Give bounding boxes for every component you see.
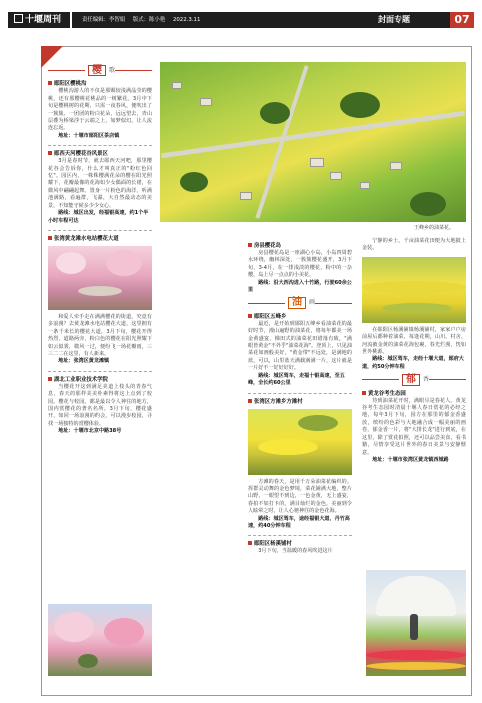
cherry-avenue-photo (48, 246, 152, 310)
spot-title: 郧西天河樱花谷风景区 (48, 150, 152, 158)
paper-logo (8, 12, 72, 28)
divider (48, 371, 152, 372)
spot-address: 路线：城区驾车，途经福银大道、丹竹高速，约40分钟车程 (248, 515, 350, 529)
spot-body: 方滩的春天，是用千万朵油菜花编织的。挥群灵动舞的金色梦境，菜花铺满大地，整片山野，一眼望不到边，一色金黄，无上盛宴，春拍不如打卡的，满目灿烂的金色，美丽到令人眩晕之时，让人心驰神往的金色花海。 (248, 478, 352, 515)
campus-cherry-photo (48, 604, 152, 676)
right-column (362, 238, 466, 464)
spot-body: 樱桃沟游人的不仅是那赐较浅满晶莹的樱桃，还有那樱桃花桃品的一树繁花。3月中下旬是樱桃树的花期，只需一夜春风，便吹出了一簇簇、一团团的粉白花朵，远远望去，青山层叠为桥梁浮于云端之上，如梦似幻，让人流连忘返。 (48, 88, 152, 132)
tulip-heading (362, 374, 466, 385)
spot-title: 郧阳区杨溪铺村 (248, 540, 352, 548)
spot-body: 待到油菜花开时，满眼尽是春花人。黄龙谷考生态园时清晨十堰人春日赏花的必经之地，每年3月下旬，园方在那里的郁金香盛放，缤纷的色彩与大地融合成一幅美丽的画卷，郁金香一片，将"大排长龙"进行到底，在这里，除了赏花拍照，还可以品尝美食，看书籍，尽情享受这片世外的春日美景与安静惬意。 (362, 397, 466, 456)
spot-title: 郧阳区五峰乡 (248, 313, 352, 321)
spot-address: 路线：城区驾车，走经十堰大道，郧府大道，约50分钟车程 (362, 356, 464, 370)
yangxipu-rapeseed-photo (362, 257, 466, 323)
spot-title: 房县樱花岛 (248, 242, 352, 250)
tulip-heading-char: 郁 (402, 374, 420, 385)
spot-address: 地址：十堰市张湾区黄龙镇西城路 (372, 456, 449, 463)
fangtan-rapeseed-photo (248, 409, 352, 475)
left-column (48, 62, 152, 436)
spot-title: 张湾区方滩乡方滩村 (248, 398, 352, 406)
spot-body: 3月下旬，当温暖的春风吹进这片 (258, 548, 333, 555)
credits (82, 12, 206, 28)
spot-address: 路线：沿大西沟进入十竹路，行驶60余公里 (248, 279, 352, 294)
aerial-photo-caption: 王峰乡的油菜花。 (414, 225, 455, 231)
spot-body: 3月是春时节，就去郧西天河吧，那里樱花谷会告诉你，什么才叫真正的"粉红色回忆"。园区内，一株株樱满花朵的樱在阳光照耀下，花瓣最像的花海如少女偶面的长裙，在微风中翩翩起舞。置身一片粉色的海洋，听满池满路，看遍群，飞瀑，大自然最动态的美景，不知能守候多少少女心。 (48, 158, 152, 209)
sakura-heading (48, 65, 152, 76)
oil-heading-tag: 画 (309, 299, 316, 307)
issue-date: 2022.3.11 (172, 17, 201, 23)
spot-body: 和爱人牵手走在满满樱花的街道，究竟有多浪漫？去黄龙滩水电站樱花大道，这里拥有一条千米长的樱花大道，3月下旬，樱花开得热烈，道路两旁，粉白色的樱花在阳光照耀下如云似雾，微风一过，便纷飞一场花瓣雨，三三二二在这里，有人新来。 (48, 313, 152, 357)
paper-name: 十堰周刊 (25, 15, 62, 25)
page-number: 07 (450, 12, 474, 28)
spot-title: 黄龙谷考生态园 (362, 390, 466, 398)
section-title: 封面专题 (378, 15, 410, 24)
spot-address: 地址：十堰市北京中路38号 (58, 428, 122, 435)
middle-column (248, 238, 352, 556)
spot-address: 路线：城区驾车，走福十银高速，至五峰，全长约60公里 (248, 372, 345, 387)
editor-credit: 责任编辑：李智娟 (82, 17, 126, 23)
spot-address: 地址：十堰市郧阳区茶店镇 (58, 132, 120, 139)
divider (248, 393, 352, 394)
masthead-bar (8, 12, 474, 28)
spot-body: 当樱花开这到满足美道上枝头的青春气息，春天的那样美美朴素得将这上点到了校园。樱花与校园，都是最以令人神往的地方，国内赏樱花的著名名所，3月下旬，樱花盛开，如同一场浪漫的约会，可以漫步校园，寻找一场独特的赏樱体验。 (48, 383, 152, 427)
spot-body: 宁静的乡土，千亩油菜花田便为大地披上金装。 (362, 238, 466, 252)
spot-body: 房县樱花岛是一座湖心小岛，小岛四周碧水环绕，幽林深处，一簇簇樱花盛开，3月下旬，3-4月，在一排浅淡的樱花，粉中的一杂樱，岛上尽一点点的小美花。 (248, 250, 352, 279)
divider (48, 145, 152, 146)
sakura-heading-tag: 歌 (109, 67, 116, 74)
spot-title: 张湾黄龙滩水电站樱花大道 (48, 235, 152, 243)
tulip-garden-photo (366, 570, 466, 676)
spot-title: 湖北工业职业技术学院 (48, 376, 152, 384)
rapeseed-aerial-photo (160, 62, 466, 222)
spot-address: 路线：城区出发，经福银高速，约1个半小时车程可达 (48, 210, 149, 224)
logo-icon (14, 14, 23, 23)
oil-heading (248, 297, 352, 308)
oil-heading-char: 油 (288, 297, 306, 308)
divider (248, 535, 352, 536)
sakura-heading-char: 樱 (88, 65, 106, 76)
spot-body: 在郧阳区杨溪铺镇杨溪铺村，家家户户房前屋后都种着油菜，每逢花期，山川、村舍、河流被金黄的油菜花海包裹，春光烂漫，恍如世外桃源。 (362, 326, 466, 356)
spot-body: 最近，是开始到郧阳五峰乡看油菜花的最好时节，漫山遍野的油菜花，将每年都美一场金黄盛宴，梯田式的油菜花田错落有致，"满眼皆黄金"不外乎"油菜花海"。登顶上，只见油菜花如画般美好，"黄金带"不远处，是满地的蓝，可以，山里蓝天满载满满一片，这片就是一片好不一好好好好。 (248, 320, 352, 372)
tulip-heading-tag: 香 (423, 376, 430, 384)
spot-address: 地址：张湾区黄龙滩镇 (58, 358, 110, 365)
layout-credit: 版式：陈小艳 (132, 17, 166, 23)
spot-title: 郧阳区樱桃沟 (48, 80, 152, 88)
divider (48, 230, 152, 231)
